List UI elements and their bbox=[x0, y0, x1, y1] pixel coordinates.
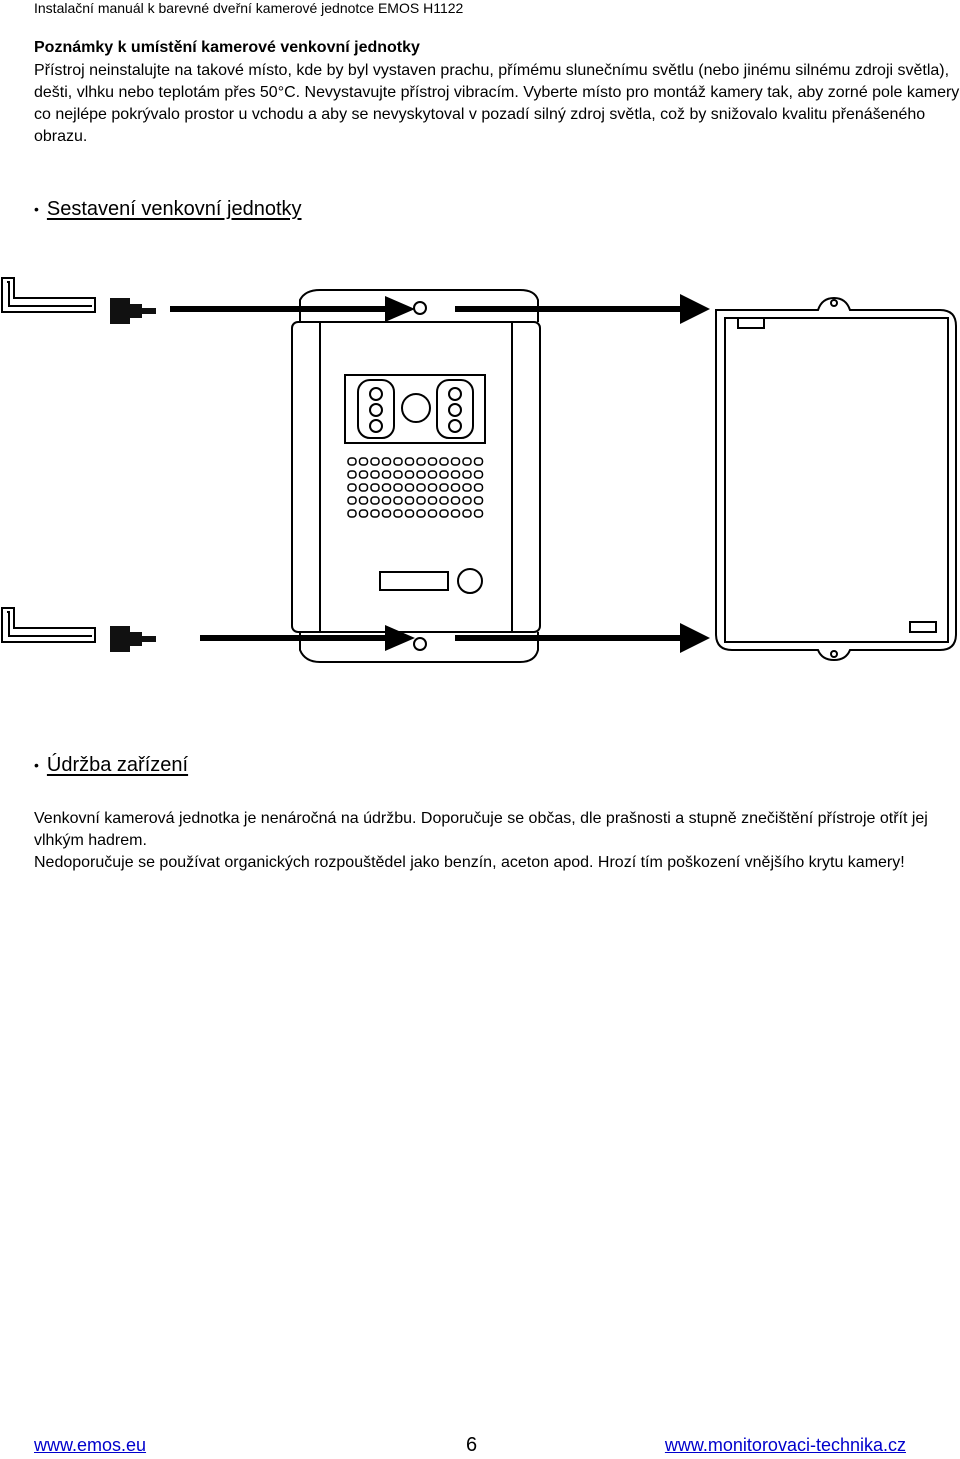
grille-hole bbox=[406, 510, 414, 517]
maintenance-line-2: Nedoporučuje se používat organických rozpouštědel jako benzín, aceton apod. Hrozí tím poškození vnějšího krytu kamery! bbox=[34, 854, 905, 871]
grille-hole bbox=[348, 510, 356, 517]
placement-title: Poznámky k umístění kamerové venkovní jednotky bbox=[34, 39, 420, 56]
grille-hole bbox=[371, 510, 379, 517]
grille-hole bbox=[394, 484, 402, 491]
grille-hole bbox=[417, 484, 425, 491]
arrow-icon bbox=[170, 294, 710, 324]
grille-hole bbox=[452, 484, 460, 491]
grille-hole bbox=[417, 510, 425, 517]
arrow-icon bbox=[200, 623, 710, 653]
grille-hole bbox=[452, 497, 460, 504]
grille-hole bbox=[417, 471, 425, 478]
grille-hole bbox=[429, 484, 437, 491]
grille-hole bbox=[440, 497, 448, 504]
grille-hole bbox=[348, 458, 356, 465]
grille-hole bbox=[429, 497, 437, 504]
grille-hole bbox=[452, 458, 460, 465]
grille-hole bbox=[429, 471, 437, 478]
grille-hole bbox=[475, 471, 483, 478]
grille-hole bbox=[452, 510, 460, 517]
grille-hole bbox=[463, 484, 471, 491]
grille-hole bbox=[406, 471, 414, 478]
bullet-icon: • bbox=[34, 757, 39, 773]
hex-key-icon bbox=[2, 278, 95, 312]
grille-hole bbox=[348, 497, 356, 504]
grille-hole bbox=[348, 484, 356, 491]
grille-hole bbox=[371, 497, 379, 504]
grille-hole bbox=[440, 484, 448, 491]
maintenance-heading-text: Údržba zařízení bbox=[46, 754, 189, 776]
grille-hole bbox=[371, 458, 379, 465]
grille-hole bbox=[360, 510, 368, 517]
grille-hole bbox=[475, 458, 483, 465]
grille-hole bbox=[475, 497, 483, 504]
grille-hole bbox=[440, 471, 448, 478]
grille-hole bbox=[475, 484, 483, 491]
grille-hole bbox=[394, 471, 402, 478]
grille-hole bbox=[417, 497, 425, 504]
maintenance-line-1: Venkovní kamerová jednotka je nenáročná na údržbu. Doporučuje se občas, dle prašnosti a stupně znečištění přístroje otřít jej vlhkým hadrem. bbox=[34, 810, 928, 849]
footer-right bbox=[665, 1434, 906, 1456]
grille-hole bbox=[360, 471, 368, 478]
hex-key-icon bbox=[2, 608, 95, 642]
maintenance-text bbox=[34, 808, 960, 874]
grille-hole bbox=[463, 471, 471, 478]
grille-hole bbox=[360, 497, 368, 504]
grille-hole bbox=[440, 510, 448, 517]
grille-hole bbox=[463, 497, 471, 504]
placement-text: Přístroj neinstalujte na takové místo, kde by byl vystaven prachu, přímému slunečnímu světlu (nebo jinému silnému zdroji světla), dešti, vlhku nebo teplotám přes 50°C. Nevystavujte přístroj vibracím. Vyberte místo pro montáž kamery tak, aby zorné pole kamery co nejlépe pokrývalo prostor u vchodu a aby se nevyskytoval v pozadí silný zdroj světla, což by snižovalo kvalitu přenášeného obrazu. bbox=[34, 62, 960, 145]
grille-hole bbox=[394, 497, 402, 504]
speaker-grille bbox=[348, 458, 483, 517]
grille-hole bbox=[417, 458, 425, 465]
grille-hole bbox=[360, 458, 368, 465]
grille-hole bbox=[348, 471, 356, 478]
grille-hole bbox=[383, 471, 391, 478]
footer-left bbox=[34, 1434, 146, 1456]
grille-hole bbox=[475, 510, 483, 517]
assembly-heading-text: Sestavení venkovní jednotky bbox=[46, 198, 302, 220]
grille-hole bbox=[463, 458, 471, 465]
emos-link[interactable]: www.emos.eu bbox=[34, 1435, 147, 1455]
document-header: Instalační manuál k barevné dveřní kamerové jednotce EMOS H1122 bbox=[34, 0, 464, 16]
grille-hole bbox=[429, 458, 437, 465]
mounting-plate bbox=[716, 298, 956, 660]
maintenance-heading bbox=[34, 753, 188, 777]
grille-hole bbox=[406, 497, 414, 504]
grille-hole bbox=[394, 510, 402, 517]
page-number: 6 bbox=[466, 1434, 478, 1456]
assembly-diagram bbox=[0, 270, 960, 690]
grille-hole bbox=[383, 510, 391, 517]
grille-hole bbox=[371, 484, 379, 491]
grille-hole bbox=[383, 497, 391, 504]
bullet-icon: • bbox=[34, 201, 39, 217]
grille-hole bbox=[394, 458, 402, 465]
grille-hole bbox=[452, 471, 460, 478]
screw-icon bbox=[110, 298, 156, 324]
screw-icon bbox=[110, 626, 156, 652]
monitorovaci-link[interactable]: www.monitorovaci-technika.cz bbox=[664, 1435, 906, 1455]
grille-hole bbox=[371, 471, 379, 478]
grille-hole bbox=[383, 458, 391, 465]
assembly-heading bbox=[34, 197, 302, 221]
grille-hole bbox=[440, 458, 448, 465]
camera-unit bbox=[292, 290, 540, 662]
grille-hole bbox=[463, 510, 471, 517]
grille-hole bbox=[360, 484, 368, 491]
grille-hole bbox=[383, 484, 391, 491]
grille-hole bbox=[406, 484, 414, 491]
grille-hole bbox=[429, 510, 437, 517]
grille-hole bbox=[406, 458, 414, 465]
